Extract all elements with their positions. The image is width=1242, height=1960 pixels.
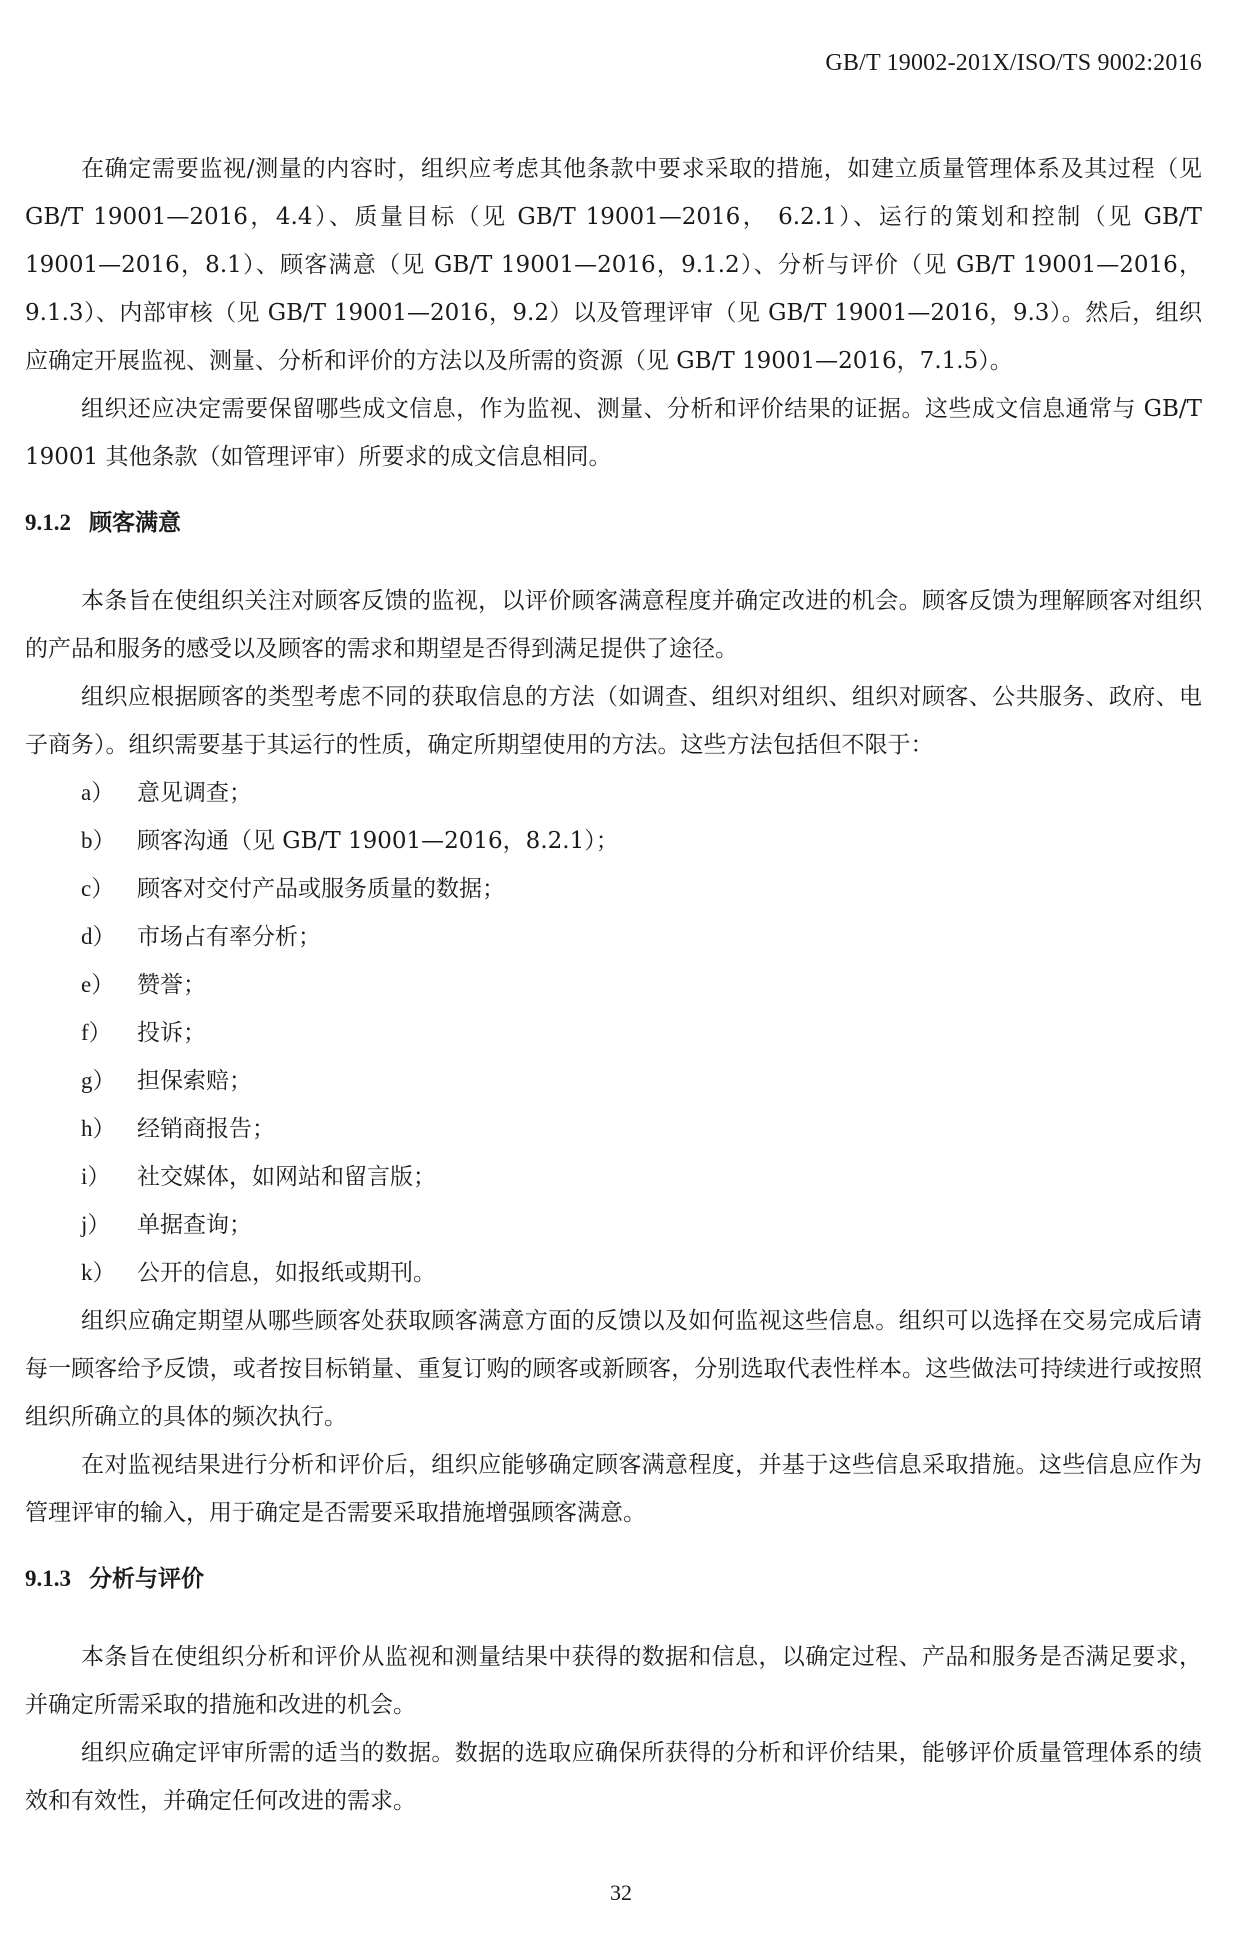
section-title: 顾客满意 (89, 509, 181, 536)
list-item (25, 961, 1202, 1009)
methods-list (25, 769, 1202, 1297)
section-number: 9.1.3 (25, 1566, 71, 1591)
list-item-text: 赞誉； (137, 972, 206, 998)
list-item (25, 1057, 1202, 1105)
list-marker: c） (81, 876, 115, 901)
list-item (25, 1249, 1202, 1297)
list-item (25, 913, 1202, 961)
list-item-text: 经销商报告； (137, 1116, 275, 1142)
list-item-text: 顾客沟通（见 GB/T 19001—2016，8.2.1）； (137, 828, 619, 854)
paragraph-912-analysis: 在对监视结果进行分析和评价后，组织应能够确定顾客满意程度，并基于这些信息采取措施。这些信息应作为管理评审的输入，用于确定是否需要采取措施增强顾客满意。 (25, 1452, 1202, 1526)
list-item (25, 769, 1202, 817)
list-item-text: 单据查询； (137, 1212, 252, 1238)
list-item-text: 市场占有率分析； (137, 924, 321, 950)
list-marker: h） (81, 1116, 116, 1141)
list-marker: i） (81, 1164, 111, 1189)
list-item (25, 1009, 1202, 1057)
list-marker: j） (81, 1212, 111, 1237)
list-item (25, 1153, 1202, 1201)
list-marker: f） (81, 1020, 112, 1045)
list-item-text: 公开的信息，如报纸或期刊。 (137, 1260, 436, 1286)
section-title: 分析与评价 (89, 1565, 204, 1592)
list-item (25, 1201, 1202, 1249)
page-number: 32 (610, 1880, 632, 1905)
document-body (25, 145, 1202, 1825)
paragraph-monitoring-scope: 在确定需要监视/测量的内容时，组织应考虑其他条款中要求采取的措施，如建立质量管理体系及其过程（见 GB/T 19001—2016，4.4）、质量目标（见 GB/T 19001—2016， 6.2.1）、运行的策划和控制（见 GB/T 19001—2016，8.1）、顾客满意（见 GB/T 19001—2016，9.1.2）、分析与评价（见 GB/T 19001—2016，9.1.3）、内部审核（见 GB/T 19001—2016，9.2）以及管理评审（见 GB/T 19001—2016，9.3）。然后，组织应确定开展监视、测量、分析和评价的方法以及所需的资源（见 GB/T 19001—2016，7.1.5）。 (25, 156, 1202, 374)
list-item (25, 817, 1202, 865)
list-marker: e） (81, 972, 115, 997)
paragraph-913-data: 组织应确定评审所需的适当的数据。数据的选取应确保所获得的分析和评价结果，能够评价质量管理体系的绩效和有效性，并确定任何改进的需求。 (25, 1740, 1202, 1814)
list-item-text: 投诉； (137, 1020, 206, 1046)
list-marker: b） (81, 828, 116, 853)
section-heading-9-1-3 (25, 1555, 1202, 1603)
list-item-text: 社交媒体，如网站和留言版； (137, 1164, 436, 1190)
list-marker: g） (81, 1068, 116, 1093)
section-heading-9-1-2 (25, 499, 1202, 547)
paragraph-913-intro: 本条旨在使组织分析和评价从监视和测量结果中获得的数据和信息，以确定过程、产品和服务是否满足要求，并确定所需采取的措施和改进的机会。 (25, 1644, 1202, 1718)
paragraph-912-feedback: 组织应确定期望从哪些顾客处获取顾客满意方面的反馈以及如何监视这些信息。组织可以选择在交易完成后请每一顾客给予反馈，或者按目标销量、重复订购的顾客或新顾客，分别选取代表性样本。这些做法可持续进行或按照组织所确立的具体的频次执行。 (25, 1308, 1202, 1430)
list-item-text: 意见调查； (137, 780, 252, 806)
paragraph-912-intro: 本条旨在使组织关注对顾客反馈的监视，以评价顾客满意程度并确定改进的机会。顾客反馈为理解顾客对组织的产品和服务的感受以及顾客的需求和期望是否得到满足提供了途径。 (25, 588, 1202, 662)
list-item-text: 顾客对交付产品或服务质量的数据； (137, 876, 505, 902)
section-number: 9.1.2 (25, 510, 71, 535)
list-marker: a） (81, 780, 115, 805)
paragraph-912-methods: 组织应根据顾客的类型考虑不同的获取信息的方法（如调查、组织对组织、组织对顾客、公共服务、政府、电子商务）。组织需要基于其运行的性质，确定所期望使用的方法。这些方法包括但不限于： (25, 684, 1202, 758)
list-item (25, 865, 1202, 913)
list-item (25, 1105, 1202, 1153)
list-marker: d） (81, 924, 116, 949)
list-item-text: 担保索赔； (137, 1068, 252, 1094)
list-marker: k） (81, 1260, 116, 1285)
document-header: GB/T 19002-201X/ISO/TS 9002:2016 (825, 50, 1202, 76)
paragraph-documented-info: 组织还应决定需要保留哪些成文信息，作为监视、测量、分析和评价结果的证据。这些成文信息通常与 GB/T 19001 其他条款（如管理评审）所要求的成文信息相同。 (25, 396, 1202, 470)
